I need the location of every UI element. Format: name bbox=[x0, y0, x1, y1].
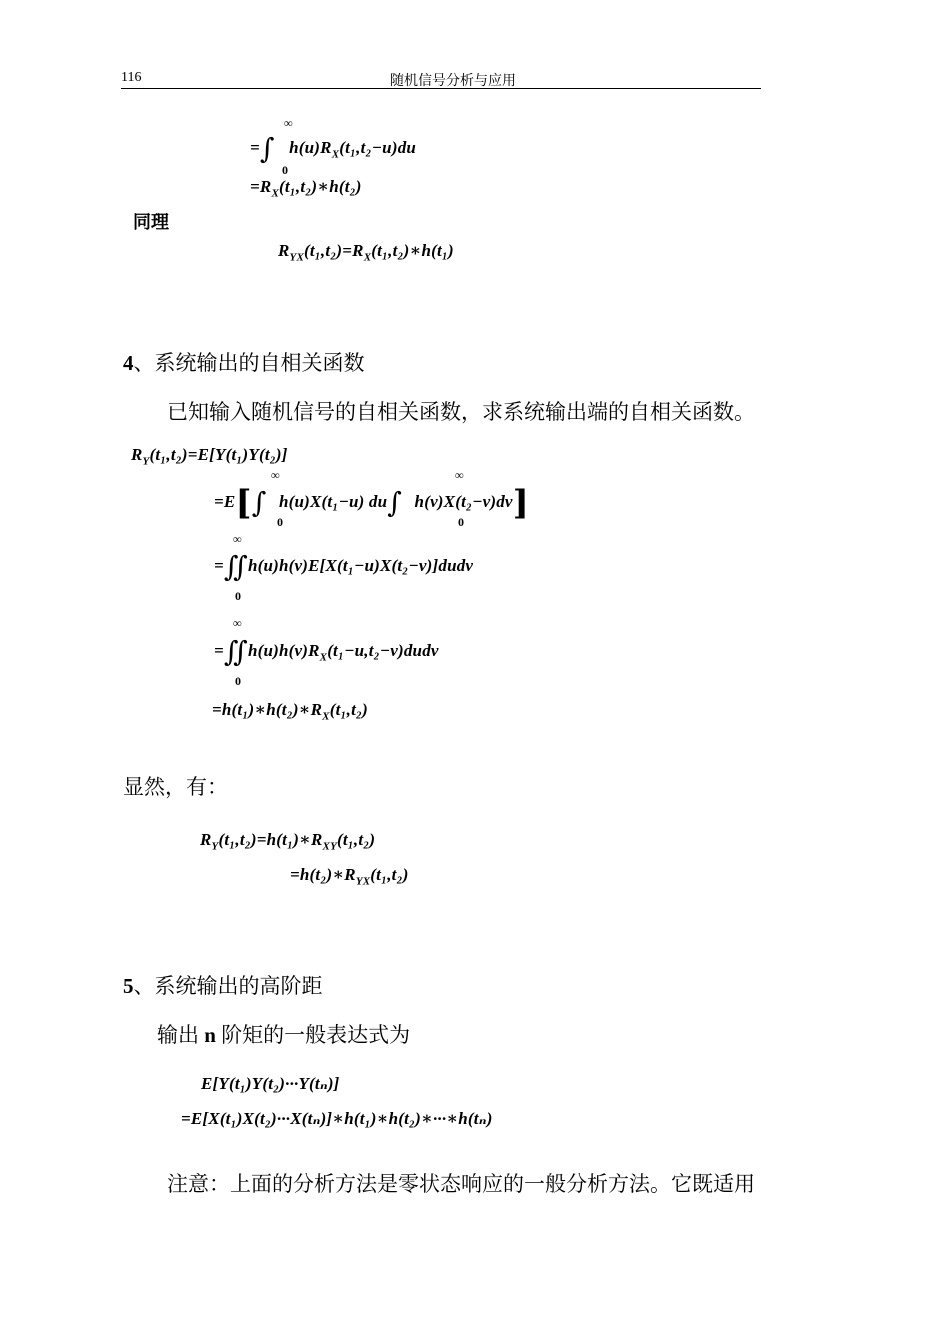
ry-l2-upper1: ∞ bbox=[271, 468, 280, 482]
ry-l2-lower2: 0 bbox=[458, 515, 464, 529]
ry-l4-upper: ∞ bbox=[233, 616, 242, 630]
ry-l3-upper: ∞ bbox=[233, 532, 242, 546]
lower-limit: 0 bbox=[282, 163, 288, 177]
header-rule bbox=[121, 88, 761, 89]
equation-top-line2: $=R_X(t_1,t_2)∗h(t_2)$ bbox=[250, 177, 362, 200]
section5-paragraph: 输出 n 阶矩的一般表达式为 bbox=[157, 1023, 411, 1047]
ry-line4: $=∬h(u)h(v)R_X(t_1-u,t_2-v)dudv$ bbox=[214, 635, 439, 668]
ry-l2-upper2: ∞ bbox=[455, 468, 464, 482]
section4-heading: 4、系统输出的自相关函数 bbox=[123, 351, 365, 375]
ry-l4-lower: 0 bbox=[235, 674, 241, 688]
equation-ryx: $R_{YX}(t_1,t_2)=R_X(t_1,t_2)∗h(t_1)$ bbox=[278, 241, 454, 264]
eq-xy-line1: $R_Y(t_1,t_2)=h(t_1)∗R_{XY}(t_1,t_2)$ bbox=[200, 830, 376, 853]
ry-line3: =∬h(u)h(v)E[X(t₁−u)X(t₂−v)]dudv bbox=[214, 550, 474, 583]
note-paragraph: 注意：上面的分析方法是零状态响应的一般分析方法。它既适用 bbox=[167, 1172, 755, 1196]
eq-high-line2: =E[X(t₁)X(t₂)···X(tₙ)]∗h(t₁)∗h(t₂)∗···∗h(tₙ) bbox=[181, 1109, 493, 1128]
tongli-label: 同理 bbox=[133, 212, 169, 232]
ry-l2-lower1: 0 bbox=[277, 515, 283, 529]
ry-line5: $=h(t_1)∗h(t_2)∗R_X(t_1,t_2)$ bbox=[212, 700, 368, 723]
page-number: 116 bbox=[121, 70, 142, 85]
eq-high-line1: E[Y(t₁)Y(t₂)···Y(tₙ)] bbox=[201, 1074, 340, 1093]
book-title: 随机信号分析与应用 bbox=[390, 74, 516, 89]
xianran-text: 显然，有： bbox=[123, 775, 228, 799]
eq-xy-line2: $=h(t_2)∗R_{YX}(t_1,t_2)$ bbox=[290, 865, 409, 888]
ry-line2: =E[∫ h(u)X(t₁−u) du∫ h(v)X(t₂−v)dv] bbox=[214, 483, 529, 523]
ry-line1: $R_Y(t_1,t_2)=E[Y(t_1)Y(t_2)]$ bbox=[131, 445, 288, 468]
equation-top-line1: =∫ $h(u)R_X(t_1,t_2-u)du$ bbox=[250, 132, 417, 165]
section4-paragraph: 已知输入随机信号的自相关函数，求系统输出端的自相关函数。 bbox=[167, 400, 755, 424]
section5-heading: 5、系统输出的高阶距 bbox=[123, 974, 323, 998]
ry-l3-lower: 0 bbox=[235, 589, 241, 603]
upper-limit: ∞ bbox=[284, 116, 293, 130]
